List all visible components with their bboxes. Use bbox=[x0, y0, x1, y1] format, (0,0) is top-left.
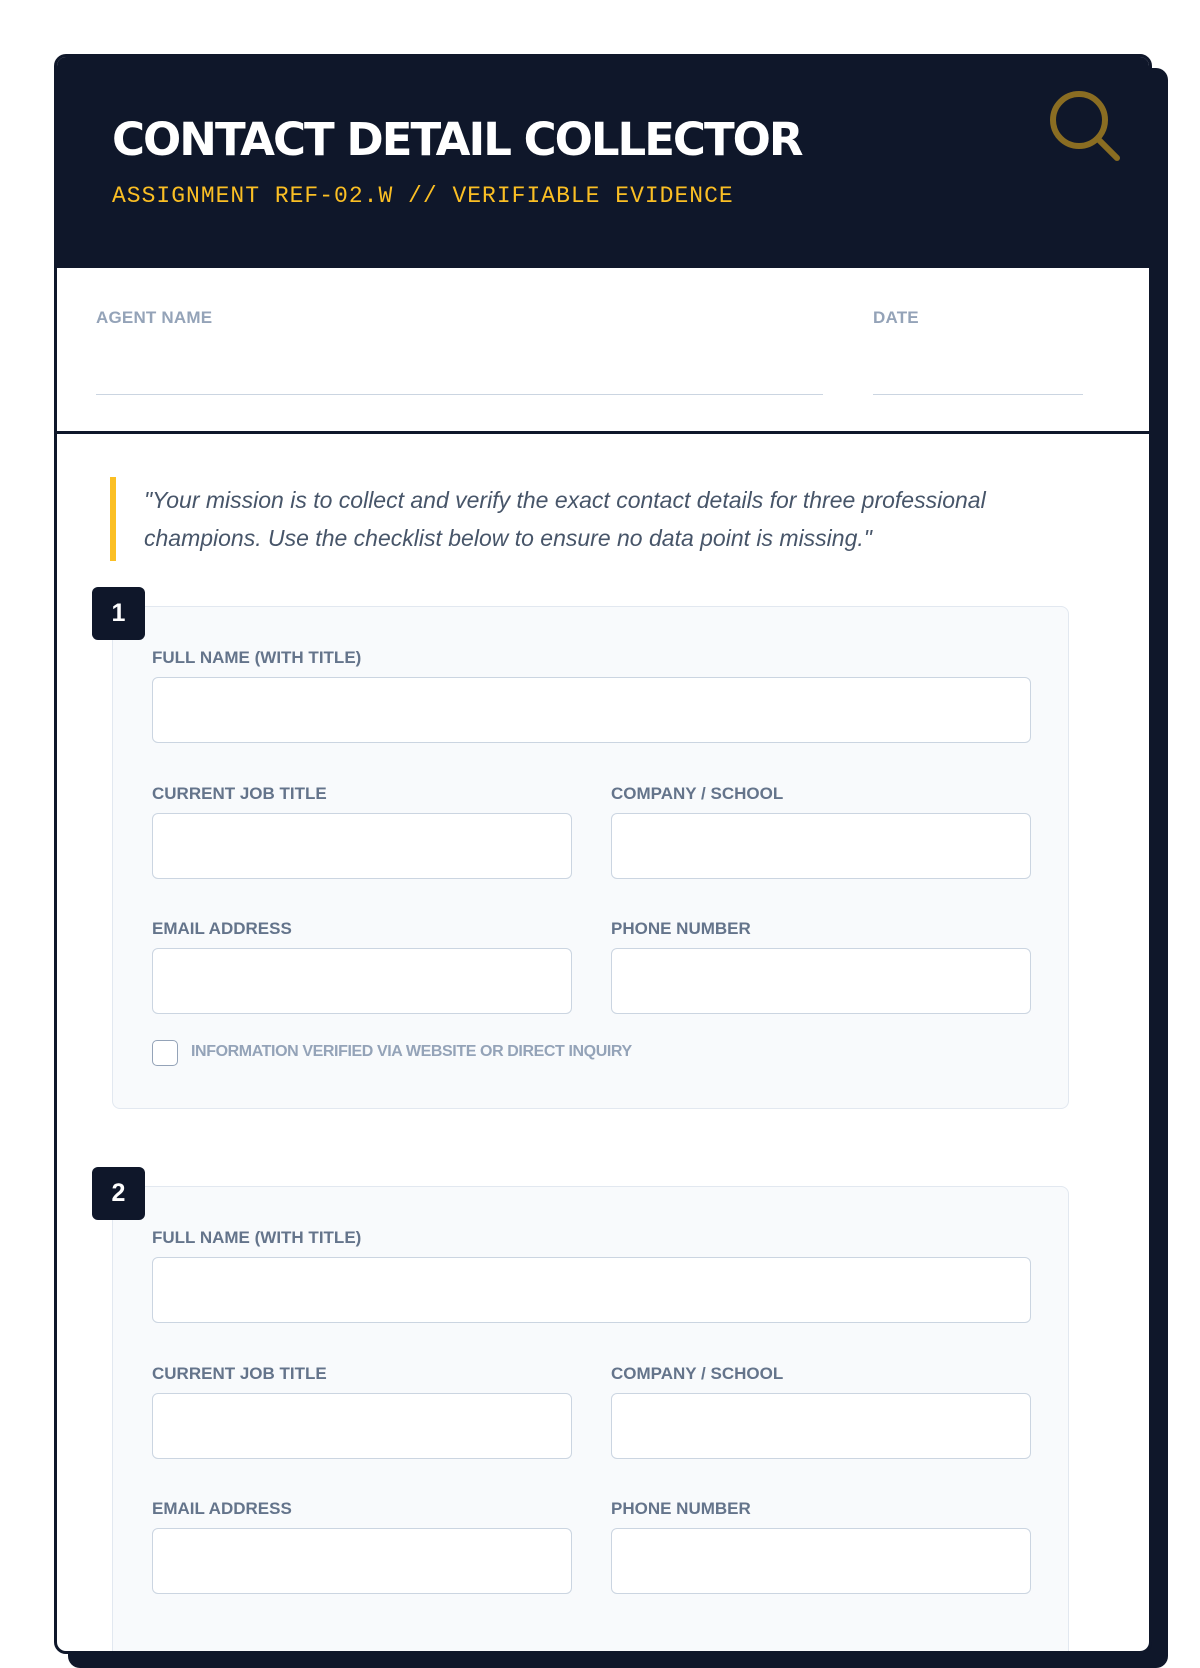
form-card bbox=[54, 54, 1152, 1654]
company-input[interactable] bbox=[611, 813, 1031, 879]
agent-name-label: AGENT NAME bbox=[96, 308, 213, 327]
page-title: CONTACT DETAIL COLLECTOR bbox=[112, 113, 802, 166]
email-input[interactable] bbox=[152, 948, 572, 1014]
verified-label: INFORMATION VERIFIED VIA WEBSITE OR DIRECT INQUIRY bbox=[191, 1043, 632, 1060]
verified-checkbox[interactable] bbox=[152, 1040, 178, 1066]
phone-label: PHONE NUMBER bbox=[611, 1499, 751, 1518]
date-input[interactable] bbox=[873, 350, 1083, 395]
full-name-label: FULL NAME (WITH TITLE) bbox=[152, 1228, 362, 1247]
phone-input[interactable] bbox=[611, 1528, 1031, 1594]
section-number-badge: 2 bbox=[92, 1167, 145, 1220]
company-label: COMPANY / SCHOOL bbox=[611, 784, 784, 803]
agent-name-input[interactable] bbox=[96, 350, 823, 395]
job-title-input[interactable] bbox=[152, 813, 572, 879]
full-name-label: FULL NAME (WITH TITLE) bbox=[152, 648, 362, 667]
job-title-label: CURRENT JOB TITLE bbox=[152, 784, 327, 803]
full-name-input[interactable] bbox=[152, 1257, 1031, 1323]
header bbox=[57, 57, 1149, 268]
page-subtitle: ASSIGNMENT REF-02.W // VERIFIABLE EVIDENCE bbox=[112, 183, 734, 209]
mission-quote: "Your mission is to collect and verify the exact contact details for three professional champions. Use the checklist below to ensure no data point is missing." bbox=[110, 477, 1070, 561]
phone-input[interactable] bbox=[611, 948, 1031, 1014]
search-icon bbox=[1047, 88, 1123, 164]
company-label: COMPANY / SCHOOL bbox=[611, 1364, 784, 1383]
agent-meta bbox=[57, 268, 1149, 434]
email-input[interactable] bbox=[152, 1528, 572, 1594]
email-label: EMAIL ADDRESS bbox=[152, 1499, 292, 1518]
full-name-input[interactable] bbox=[152, 677, 1031, 743]
contact-section-1 bbox=[112, 606, 1069, 1109]
date-label: DATE bbox=[873, 308, 919, 327]
job-title-label: CURRENT JOB TITLE bbox=[152, 1364, 327, 1383]
phone-label: PHONE NUMBER bbox=[611, 919, 751, 938]
email-label: EMAIL ADDRESS bbox=[152, 919, 292, 938]
job-title-input[interactable] bbox=[152, 1393, 572, 1459]
section-number-badge: 1 bbox=[92, 587, 145, 640]
contact-section-2 bbox=[112, 1186, 1069, 1654]
company-input[interactable] bbox=[611, 1393, 1031, 1459]
